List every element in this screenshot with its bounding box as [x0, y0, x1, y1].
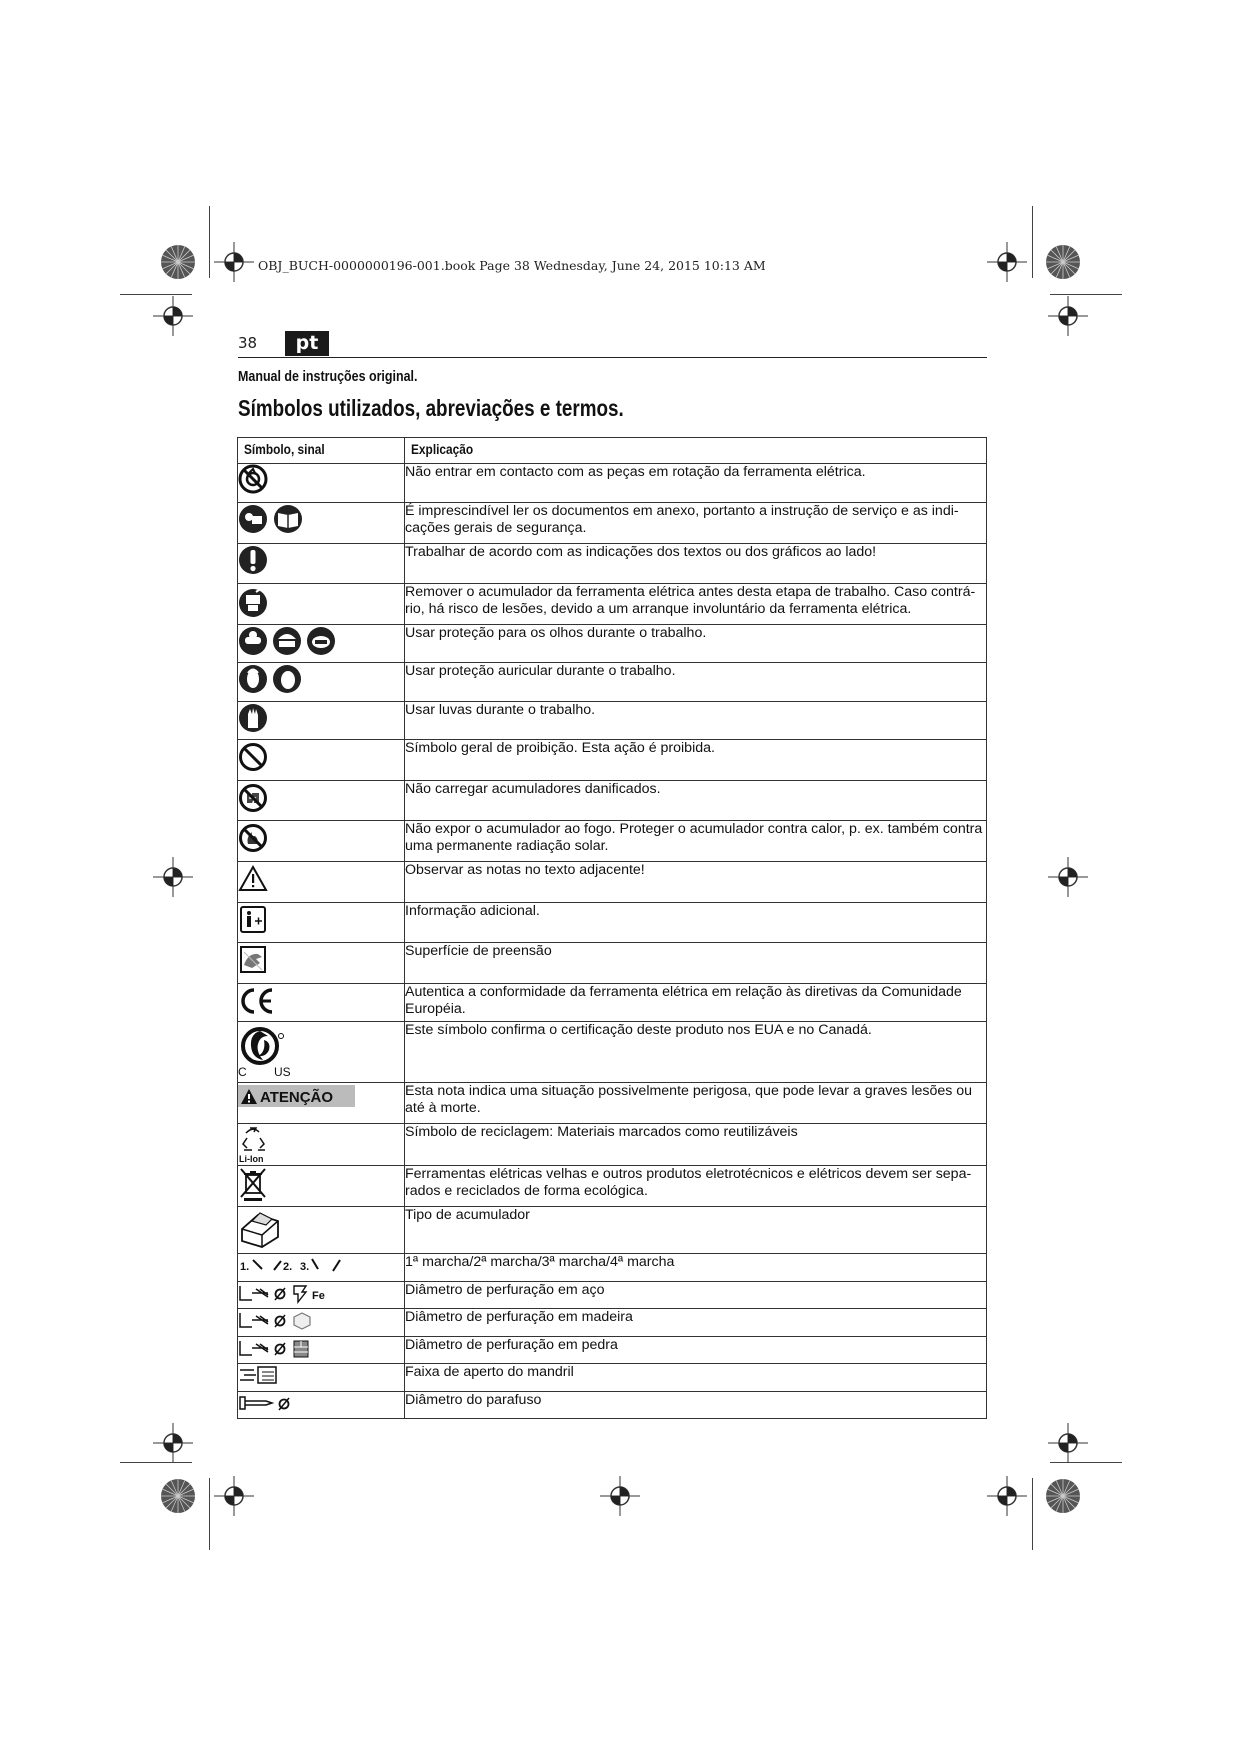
registration-crosshair-icon — [153, 296, 193, 336]
explanation-cell: Autentica a conformidade da ferramenta elétrica em relação às diretivas da Comunidade Européia. — [405, 983, 987, 1022]
symbol-cell — [238, 1022, 405, 1083]
symbol-cell — [238, 1253, 405, 1281]
header-divider — [238, 357, 987, 358]
no-fire-battery-icon — [238, 821, 268, 853]
atencao-text: ATENÇÃO — [260, 1089, 334, 1107]
table-row — [238, 1083, 987, 1124]
explanation-cell: Diâmetro do parafuso — [405, 1391, 987, 1418]
explanation-cell: Não entrar em contacto com as peças em rotação da ferramenta elétrica. — [405, 464, 987, 503]
symbol-cell — [238, 862, 405, 903]
symbol-cell — [238, 780, 405, 821]
battery-pack-icon — [238, 1207, 282, 1249]
li-ion-label: Li-Ion — [239, 1153, 264, 1164]
prohibition-icon — [238, 740, 268, 772]
explanation-cell: Diâmetro de perfuração em aço — [405, 1281, 987, 1308]
csa-certification-icon — [238, 1022, 298, 1078]
explanation-cell: Este símbolo confirma o certificação deste produto nos EUA e no Canadá. — [405, 1022, 987, 1083]
csa-c-label: C — [238, 1065, 247, 1079]
fe-label: Fe — [312, 1289, 325, 1302]
table-row — [238, 1281, 987, 1308]
registration-crosshair-icon — [214, 242, 254, 282]
explanation-cell: Diâmetro de perfuração em pedra — [405, 1336, 987, 1363]
symbol-cell — [238, 701, 405, 740]
table-row — [238, 943, 987, 984]
exclamation-mandatory-icon — [238, 544, 268, 576]
registration-crosshair-icon — [153, 1423, 193, 1463]
eye-protection-icon — [238, 625, 336, 657]
remove-battery-icon — [238, 584, 268, 618]
registration-crosshair-icon — [987, 242, 1027, 282]
symbols-table — [237, 437, 987, 1419]
crop-mark — [1050, 294, 1122, 295]
symbol-cell — [238, 663, 405, 702]
ear-protection-icon — [238, 663, 304, 695]
chuck-clamping-range-icon — [238, 1364, 282, 1386]
symbol-cell — [238, 902, 405, 943]
explanation-cell: Usar proteção auricular durante o trabalho. — [405, 663, 987, 702]
symbol-cell — [238, 502, 405, 543]
screw-diameter-icon — [238, 1392, 298, 1414]
symbol-cell — [238, 584, 405, 625]
csa-us-label: US — [274, 1065, 291, 1079]
recycling-li-ion-icon — [238, 1124, 272, 1164]
gear-selection-icon — [238, 1254, 358, 1276]
registration-crosshair-icon — [1048, 1423, 1088, 1463]
crop-mark — [209, 1478, 210, 1550]
table-row — [238, 1022, 987, 1083]
symbol-cell — [238, 740, 405, 781]
symbol-cell — [238, 1391, 405, 1418]
symbol-cell — [238, 1281, 405, 1308]
drill-diameter-stone-icon — [238, 1337, 328, 1359]
symbol-cell — [238, 1123, 405, 1166]
explanation-cell: Trabalhar de acordo com as indicações dos textos ou dos gráficos ao lado! — [405, 543, 987, 584]
explanation-cell: Símbolo de reciclagem: Materiais marcados como reutilizáveis — [405, 1123, 987, 1166]
registration-rosette-icon — [1045, 1478, 1081, 1514]
explanation-cell: Usar proteção para os olhos durante o trabalho. — [405, 624, 987, 663]
table-row — [238, 1123, 987, 1166]
explanation-cell: Faixa de aperto do mandril — [405, 1364, 987, 1391]
grip-surface-icon — [238, 943, 268, 975]
table-row — [238, 821, 987, 862]
table-row — [238, 701, 987, 740]
symbol-cell — [238, 543, 405, 584]
read-documents-icon — [238, 503, 304, 535]
symbol-cell — [238, 1206, 405, 1253]
table-row — [238, 1253, 987, 1281]
symbol-cell — [238, 943, 405, 984]
table-row — [238, 1166, 987, 1207]
explanation-cell: Remover o acumulador da ferramenta elétrica antes desta etapa de trabalho. Caso contrá-rio, há risco de lesões, devido a um arranque involuntário da ferramenta elétrica. — [405, 584, 987, 625]
table-row — [238, 663, 987, 702]
explanation-cell: Não carregar acumuladores danificados. — [405, 780, 987, 821]
table-row — [238, 464, 987, 503]
table-row — [238, 502, 987, 543]
table-row — [238, 1206, 987, 1253]
warning-triangle-icon — [238, 862, 268, 894]
print-header: OBJ_BUCH-0000000196-001.book Page 38 Wednesday, June 24, 2015 10:13 AM — [258, 258, 766, 273]
table-row — [238, 624, 987, 663]
gear-1-label: 1. — [240, 1260, 250, 1273]
symbol-cell — [238, 1083, 405, 1124]
table-row — [238, 740, 987, 781]
registration-crosshair-icon — [1048, 857, 1088, 897]
explanation-cell: Diâmetro de perfuração em madeira — [405, 1309, 987, 1336]
table-row — [238, 1364, 987, 1391]
page-title: Símbolos utilizados, abreviações e termos. — [238, 395, 624, 421]
explanation-cell: É imprescindível ler os documentos em anexo, portanto a instrução de serviço e as indi-cações gerais de segurança. — [405, 502, 987, 543]
table-row — [238, 1309, 987, 1336]
explanation-cell: Superfície de preensão — [405, 943, 987, 984]
registration-crosshair-icon — [600, 1476, 640, 1516]
explanation-cell: Tipo de acumulador — [405, 1206, 987, 1253]
symbol-cell — [238, 1336, 405, 1363]
no-touch-rotating-parts-icon — [238, 464, 268, 494]
registration-rosette-icon — [160, 244, 196, 280]
manual-subtitle: Manual de instruções original. — [238, 369, 418, 385]
symbol-cell — [238, 821, 405, 862]
crop-mark — [120, 294, 192, 295]
symbol-cell — [238, 983, 405, 1022]
registration-crosshair-icon — [987, 1476, 1027, 1516]
explanation-cell: Não expor o acumulador ao fogo. Proteger o acumulador contra calor, p. ex. também contra uma permanente radiação solar. — [405, 821, 987, 862]
ce-mark-icon — [238, 984, 278, 1016]
table-row — [238, 780, 987, 821]
crop-mark — [1032, 206, 1033, 278]
symbol-cell — [238, 1166, 405, 1207]
table-row — [238, 983, 987, 1022]
crop-mark — [1032, 1478, 1033, 1550]
registration-rosette-icon — [160, 1478, 196, 1514]
explanation-cell: Observar as notas no texto adjacente! — [405, 862, 987, 903]
explanation-cell: Informação adicional. — [405, 902, 987, 943]
drill-diameter-wood-icon — [238, 1309, 328, 1331]
language-badge: pt — [285, 331, 329, 356]
explanation-cell: Esta nota indica uma situação possivelmente perigosa, que pode levar a graves lesões ou até à morte. — [405, 1083, 987, 1124]
registration-crosshair-icon — [214, 1476, 254, 1516]
registration-rosette-icon — [1045, 244, 1081, 280]
gear-2-label: 2. — [283, 1260, 293, 1273]
column-header-explanation: Explicação — [405, 438, 987, 464]
explanation-cell: 1ª marcha/2ª marcha/3ª marcha/4ª marcha — [405, 1253, 987, 1281]
gloves-icon — [238, 702, 268, 734]
symbol-cell — [238, 1309, 405, 1336]
symbol-cell — [238, 464, 405, 503]
explanation-cell: Símbolo geral de proibição. Esta ação é proibida. — [405, 740, 987, 781]
table-row — [238, 862, 987, 903]
explanation-cell: Ferramentas elétricas velhas e outros produtos eletrotécnicos e elétricos devem ser sepa-rados e reciclados de forma ecológica. — [405, 1166, 987, 1207]
gear-3-label: 3. — [300, 1260, 310, 1273]
table-row — [238, 584, 987, 625]
registration-crosshair-icon — [153, 857, 193, 897]
symbol-cell — [238, 1364, 405, 1391]
registration-crosshair-icon — [1048, 296, 1088, 336]
table-row — [238, 1336, 987, 1363]
column-header-symbol: Símbolo, sinal — [238, 438, 405, 464]
crop-mark — [209, 206, 210, 278]
symbol-cell — [238, 624, 405, 663]
table-header-row — [238, 438, 987, 464]
atencao-label-icon — [238, 1083, 356, 1109]
table-row — [238, 543, 987, 584]
table-row — [238, 1391, 987, 1418]
explanation-cell: Usar luvas durante o trabalho. — [405, 701, 987, 740]
crossed-bin-icon — [238, 1166, 268, 1202]
drill-diameter-steel-icon — [238, 1282, 338, 1304]
no-charging-damaged-battery-icon — [238, 781, 268, 813]
info-plus-icon — [238, 903, 268, 935]
table-row — [238, 902, 987, 943]
page-number: 38 — [238, 334, 258, 352]
